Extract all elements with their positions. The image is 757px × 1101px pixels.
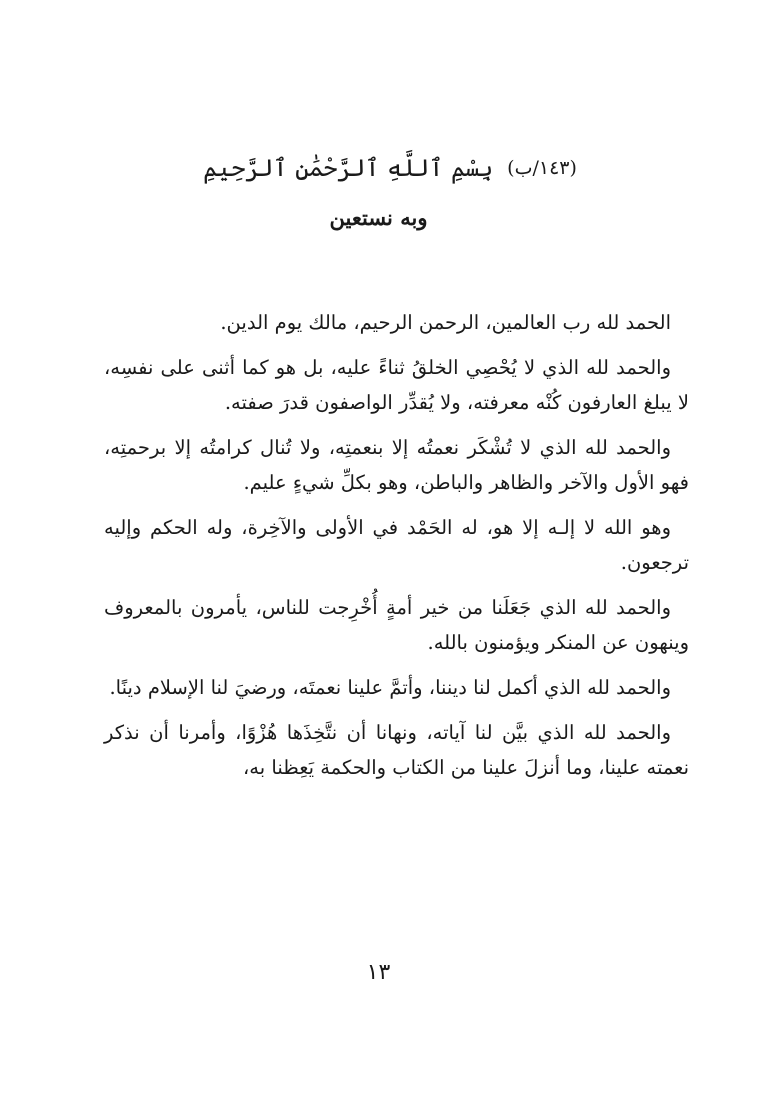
subtitle: وبه نستعين (329, 205, 428, 230)
folio-reference: (١٤٣/ب) (507, 157, 577, 179)
paragraph: والحمد لله الذي لا تُشْكَر نعمتُه إلا بنعمتِه، ولا تُنال كرامتُه إلا برحمتِه، فهو الأول والآخر والظاهر والباطن، وهو بكلِّ شيءٍ عليم. (104, 436, 689, 494)
paragraph: والحمد لله الذي لا يُحْصِي الخلقُ ثناءً عليه، بل هو كما أثنى على نفسِه، لا يبلغ العارفون كُنْه معرفته، ولا يُقدِّر الواصفون قدرَ صفته. (104, 356, 689, 414)
paragraph: والحمد لله الذي جَعَلَنا من خير أمةٍ أُخْرِجت للناس، يأمرون بالمعروف وينهون عن المنكر ويؤمنون بالله. (104, 596, 689, 654)
header-line (150, 148, 630, 188)
paragraph: وهو الله لا إلـه إلا هو، له الحَمْد في الأولى والآخِرة، وله الحكم وإليه ترجعون. (104, 516, 689, 574)
paragraph: والحمد لله الذي أكمل لنا ديننا، وأتمَّ علينا نعمتَه، ورضيَ لنا الإسلام دينًا. (109, 676, 671, 699)
paragraph: الحمد لله رب العالمين، الرحمن الرحيم، مالك يوم الدين. (220, 311, 671, 334)
paragraph: والحمد لله الذي بيَّن لنا آياته، ونهانا أن نتَّخِذَها هُزْوًا، وأمرنا أن نذكر نعمته علينا، وما أنزلَ علينا من الكتاب والحكمة يَعِظنا به، (104, 721, 689, 779)
page-number: ١٣ (366, 960, 391, 985)
basmala-heading: بِسْمِ ٱللَّهِ ٱلرَّحْمَٰنِ ٱلرَّحِيمِ (203, 154, 494, 182)
body-text (104, 305, 689, 795)
